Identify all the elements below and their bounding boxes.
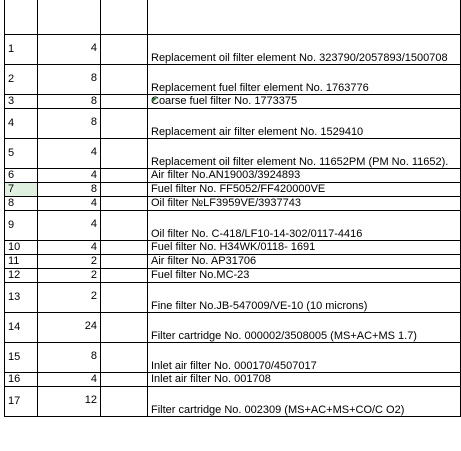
table-row [5, 240, 461, 254]
table-row [5, 138, 461, 168]
cell-header-blank[interactable] [101, 0, 148, 34]
quantity-cell[interactable]: 8 [38, 108, 101, 138]
blank-cell[interactable] [101, 182, 148, 196]
description-cell[interactable]: Replacement fuel filter element No. 1763776 [148, 64, 461, 94]
blank-cell[interactable] [101, 312, 148, 342]
table-row [5, 64, 461, 94]
table-row [5, 168, 461, 182]
description-cell[interactable]: Filter cartridge No. 000002/3508005 (MS+AC+MS 1.7) [148, 312, 461, 342]
table-row [5, 34, 461, 64]
description-cell[interactable]: Replacement oil filter element No. 323790/2057893/1500708 [148, 34, 461, 64]
row-number-cell[interactable]: 6 [5, 168, 38, 182]
blank-cell[interactable] [101, 268, 148, 282]
table-row [5, 196, 461, 210]
row-number-cell[interactable]: 10 [5, 240, 38, 254]
row-number-cell[interactable]: 2 [5, 64, 38, 94]
row-number-cell[interactable]: 8 [5, 196, 38, 210]
description-cell[interactable]: Inlet air filter No. 000170/4507017 [148, 342, 461, 372]
description-cell[interactable]: Oil filter №LF3959VE/3937743 [148, 196, 461, 210]
description-cell[interactable]: Fuel filter No. FF5052/FF420000VE [148, 182, 461, 196]
description-cell[interactable]: Oil filter No. C-418/LF10-14-302/0117-4416 [148, 210, 461, 240]
blank-cell[interactable] [101, 342, 148, 372]
quantity-cell[interactable]: 4 [38, 210, 101, 240]
row-number-cell[interactable]: 15 [5, 342, 38, 372]
row-number-cell[interactable]: 9 [5, 210, 38, 240]
table-row [5, 182, 461, 196]
row-number-cell[interactable]: 16 [5, 372, 38, 386]
quantity-cell[interactable]: 8 [38, 94, 101, 108]
blank-cell[interactable] [101, 282, 148, 312]
table-row [5, 342, 461, 372]
quantity-cell[interactable]: 4 [38, 34, 101, 64]
blank-cell[interactable] [101, 138, 148, 168]
row-number-cell[interactable]: 12 [5, 268, 38, 282]
description-cell[interactable]: Fuel filter No. H34WK/0118- 1691 [148, 240, 461, 254]
description-cell[interactable]: Fuel filter No.MC-23 [148, 268, 461, 282]
row-number-cell[interactable]: 14 [5, 312, 38, 342]
blank-cell[interactable] [101, 168, 148, 182]
cell-header-desc[interactable] [148, 0, 461, 34]
quantity-cell[interactable]: 4 [38, 196, 101, 210]
quantity-cell[interactable]: 4 [38, 372, 101, 386]
quantity-cell[interactable]: 2 [38, 268, 101, 282]
blank-cell[interactable] [101, 94, 148, 108]
quantity-cell[interactable]: 2 [38, 254, 101, 268]
quantity-cell[interactable]: 8 [38, 64, 101, 94]
table-row [5, 254, 461, 268]
table-row [5, 386, 461, 416]
blank-cell[interactable] [101, 108, 148, 138]
cell-comment-marker [153, 98, 157, 102]
table-row [5, 108, 461, 138]
filter-table [4, 0, 461, 417]
quantity-cell[interactable]: 8 [38, 182, 101, 196]
row-number-cell[interactable]: 4 [5, 108, 38, 138]
row-number-cell[interactable]: 7 [5, 182, 38, 196]
description-cell[interactable]: Air filter No.AN19003/3924893 [148, 168, 461, 182]
blank-cell[interactable] [101, 254, 148, 268]
table-row [5, 372, 461, 386]
description-cell[interactable]: Replacement air filter element No. 1529410 [148, 108, 461, 138]
quantity-cell[interactable]: 12 [38, 386, 101, 416]
row-number-cell[interactable]: 17 [5, 386, 38, 416]
description-cell[interactable]: Inlet air filter No. 001708 [148, 372, 461, 386]
quantity-cell[interactable]: 8 [38, 342, 101, 372]
quantity-cell[interactable]: 4 [38, 240, 101, 254]
description-cell[interactable]: Fine filter No.JB-547009/VE-10 (10 microns) [148, 282, 461, 312]
row-number-cell[interactable]: 3 [5, 94, 38, 108]
header-row [5, 0, 461, 34]
row-number-cell[interactable]: 11 [5, 254, 38, 268]
quantity-cell[interactable]: 4 [38, 168, 101, 182]
blank-cell[interactable] [101, 386, 148, 416]
blank-cell[interactable] [101, 64, 148, 94]
blank-cell[interactable] [101, 196, 148, 210]
quantity-cell[interactable]: 4 [38, 138, 101, 168]
quantity-cell[interactable]: 24 [38, 312, 101, 342]
table-row [5, 282, 461, 312]
table-row [5, 312, 461, 342]
row-number-cell[interactable]: 13 [5, 282, 38, 312]
row-number-cell[interactable]: 1 [5, 34, 38, 64]
blank-cell[interactable] [101, 34, 148, 64]
quantity-cell[interactable]: 2 [38, 282, 101, 312]
blank-cell[interactable] [101, 240, 148, 254]
description-cell[interactable]: Replacement oil filter element No. 11652PM (PM No. 11652). [148, 138, 461, 168]
table-row [5, 210, 461, 240]
description-cell[interactable]: Air filter No. AP31706 [148, 254, 461, 268]
description-cell[interactable]: Coarse fuel filter No. 1773375 [148, 94, 461, 108]
cell-header-num[interactable] [5, 0, 38, 34]
table-row [5, 94, 461, 108]
cell-header-qty[interactable] [38, 0, 101, 34]
blank-cell[interactable] [101, 372, 148, 386]
blank-cell[interactable] [101, 210, 148, 240]
row-number-cell[interactable]: 5 [5, 138, 38, 168]
table-row [5, 268, 461, 282]
description-cell[interactable]: Filter cartridge No. 002309 (MS+AC+MS+CO/C O2) [148, 386, 461, 416]
